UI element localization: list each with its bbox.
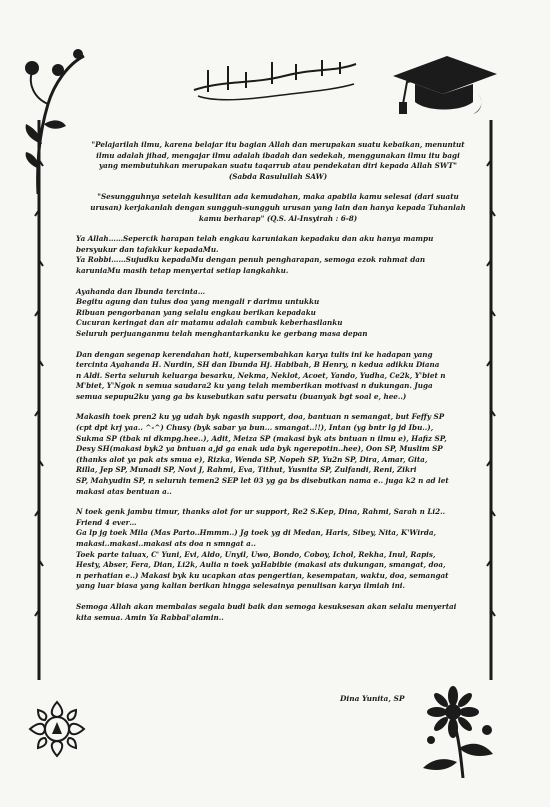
graduation-cap-icon xyxy=(385,52,500,117)
paragraph-prayer xyxy=(76,234,480,276)
flower-ornament-icon xyxy=(413,678,503,778)
text-line: Hesty, Abser, Fera, Dian, Li2k, Aulia n toek yaHabibie (makasi ats dukungan, smangat, doa, xyxy=(76,560,446,570)
text-line: Cucuran keringat dan air matamu adalah cambuk keberhasilanku xyxy=(76,318,343,328)
text-line: (cpt dpt krj yaa.. ^-^) Chusy (byk sabar ya bun... smangat..!!), Intan (yg bntr lg jd Ibu..), xyxy=(76,423,434,433)
paragraph-parents xyxy=(76,287,480,340)
text-line: Begitu agung dan tulus doa yang mengali r darimu untukku xyxy=(76,297,320,307)
basmala-text xyxy=(184,68,364,116)
dedication-text xyxy=(76,140,480,633)
basmala-calligraphy xyxy=(184,50,364,106)
paragraph-friends xyxy=(76,412,480,497)
text-line: Semoga Allah akan membalas segala budi baik dan semoga kesuksesan akan selalu menyertai xyxy=(76,601,457,611)
text-line: n perhatian e..) Makasi byk ku ucapkan atas pengertian, kesempatan, waktu, doa, semangat xyxy=(76,570,449,580)
text-line: semua sepupu2ku yang ga bs kusebutkan satu persatu (buanyak bgt soal e, hee..) xyxy=(76,391,407,401)
vine-border-right xyxy=(486,120,496,680)
vine-border-left xyxy=(34,120,44,680)
text-line: Sukma SP (tbak ni dkmpg.hee..), Adit, Meiza SP (makasi byk ats bntuan n ilmu e), Hafiz SP, xyxy=(76,433,447,443)
quote-line: yang membutuhkan merupakan suatu taqarrub atau pendekatan diri kepada Allah SWT" xyxy=(98,161,458,171)
text-line: bersyukur dan tafakkur kepadaMu. xyxy=(76,244,219,254)
text-line: Ya Allah……Sepercik harapan telah engkau karuniakan kepadaku dan aku hanya mampu xyxy=(76,234,434,244)
text-line: Ga lp jg toek Mila (Mas Parto..Hmmm..) Jg toek yg di Medan, Haris, Sibey, Nita, K'Wirda, xyxy=(76,528,437,538)
quote-line: "Pelajarilah ilmu, karena belajar itu bagian Allah dan merupakan suatu kebaikan, menuntut xyxy=(91,140,465,149)
text-line: Seluruh perjuanganmu telah menghantarkanku ke gerbang masa depan xyxy=(76,328,368,338)
text-line: Ayahanda dan Ibunda tercinta… xyxy=(76,286,206,296)
paragraph-genk xyxy=(76,507,480,592)
text-line: Dan dengan segenap kerendahan hati, kupersembahkan karya tulis ini ke hadapan yang xyxy=(76,349,433,359)
quote-line: (Sabda Rasulullah SAW) xyxy=(228,171,328,181)
text-line: yang luar biasa yang kalian berikan hingga selesainya penulisan karya ilmiah ini. xyxy=(76,581,406,591)
text-line: M'biet, Y'Ngok n semua saudara2 ku yang telah memberikan motivasi n dukungan. Juga xyxy=(76,381,433,391)
signature: Dina Yunita, SP xyxy=(340,694,405,703)
text-line: N toek genk jambu timur, thanks alot for ur support, Re2 S.Kep, Dina, Rahmi, Sarah n Li2.. xyxy=(76,507,446,517)
text-line: karuniaMu masih tetap menyertai setiap langkahku. xyxy=(76,265,289,275)
quote-line: "Sesungguhnya setelah kesulitan ada kemudahan, maka apabila kamu selesai (dari suatu xyxy=(97,192,459,202)
text-line: SP, Mahyudin SP, n seluruh temen2 SEP let 03 yg ga bs disebutkan nama e.. juga k2 n ad let xyxy=(76,476,449,486)
quote-line: ilmu adalah jihad, mengajar ilmu adalah ibadah dan sedekah, menggunakan ilmu itu bagi xyxy=(96,150,460,160)
text-line: Ya Robbi……Sujudku kepadaMu dengan penuh pengharapan, semoga ezok rahmat dan xyxy=(76,255,426,265)
text-line: makasi..makasi..makasi ats doa n smngat a.. xyxy=(76,539,256,548)
text-line: (thanks alot ya pak ats smua e), Rizka, Wenda SP, Nopeh SP, Yu2n SP, Dira, Amar, Gita, xyxy=(76,454,428,464)
text-line: kita semua. Amin Ya Rabbal'alamin.. xyxy=(76,612,224,622)
text-line: tercinta Ayahanda H. Nurdin, SH dan Ibunda Hj. Habibah, B Henry, n kedua adikku Diana xyxy=(76,360,440,370)
text-line: Ribuan pengorbanan yang selalu engkau berikan kepadaku xyxy=(76,307,316,317)
university-emblem-icon xyxy=(26,698,88,760)
text-line: makasi atas bentuan a.. xyxy=(76,486,172,496)
paragraph-closing xyxy=(76,602,480,623)
text-line: Rilla, Jep SP, Munadi SP, Novi J, Rahmi, Eva, Tithut, Yusnita SP, Zulfandi, Reni, Zikri xyxy=(76,465,417,475)
paragraph-family xyxy=(76,350,480,403)
quote-line: kamu berharap" (Q.S. Al-Insyirah : 6-8) xyxy=(198,213,358,223)
text-line: n Aldi. Serta seluruh keluarga besarku, Nekma, Neklot, Acoet, Yando, Yudha, Ce2k, Y'biet n xyxy=(76,370,446,380)
text-line: Makasih toek pren2 ku yg udah byk ngasih support, doa, bantuan n semangat, but Feffy SP xyxy=(76,412,445,422)
quote-rasulullah xyxy=(76,140,480,182)
text-line: Desy SH(makasi byk2 ya bntuan a,jd ga enak uda byk ngerepotin..hee), Oon SP, Muslim SP xyxy=(76,444,443,454)
text-line: Toek parte taluax, C' Yuni, Evi, Aldo, Unyil, Uwo, Bondo, Coboy, Ichol, Rekha, Inul, Rapis, xyxy=(76,549,436,559)
quote-al-insyirah xyxy=(76,192,480,224)
quote-line: urusan) kerjakanlah dengan sungguh-sungguh urusan yang lain dan hanya kepada Tuhanlah xyxy=(90,202,466,212)
text-line: Friend 4 ever… xyxy=(76,517,137,527)
